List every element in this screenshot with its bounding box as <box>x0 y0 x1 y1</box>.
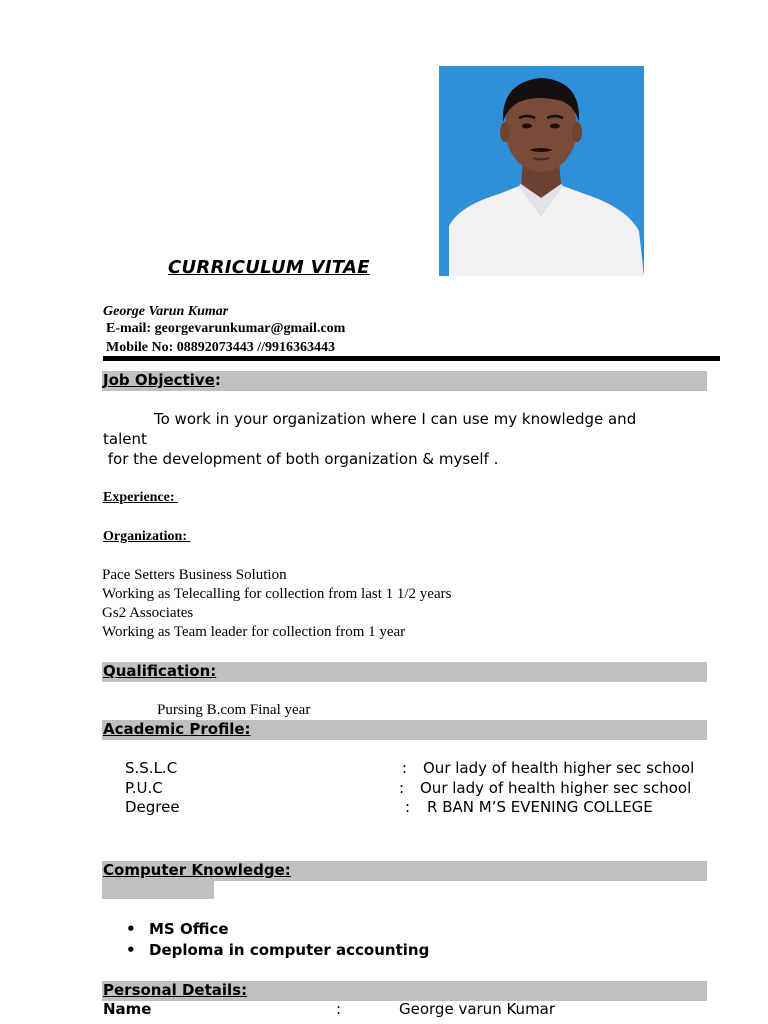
experience-line: Gs2 Associates <box>102 605 194 621</box>
experience-line: Pace Setters Business Solution <box>102 567 287 583</box>
experience-heading: Experience: <box>103 490 179 505</box>
profile-photo <box>439 66 644 276</box>
candidate-name: George Varun Kumar <box>103 304 229 319</box>
academic-value-degree: R BAN M’S EVENING COLLEGE <box>427 798 653 816</box>
academic-separator: : <box>399 779 405 797</box>
academic-heading: Academic Profile: <box>103 720 251 738</box>
email-line: E-mail: georgevarunkumar@gmail.com <box>106 321 346 336</box>
organization-heading: Organization: <box>103 529 191 544</box>
academic-label-sslc: S.S.L.C <box>125 759 178 777</box>
academic-value-sslc: Our lady of health higher sec school <box>423 759 695 777</box>
qualification-heading: Qualification: <box>103 662 217 680</box>
job-objective-heading-text: Job Objective <box>103 371 215 389</box>
person-portrait-icon <box>439 66 644 276</box>
document-title: CURRICULUM VITAE <box>168 257 370 278</box>
academic-label-degree: Degree <box>125 798 180 816</box>
computer-skill-item: MS Office <box>149 920 229 938</box>
academic-separator: : <box>405 798 411 816</box>
objective-line-3: for the development of both organization & myself . <box>103 450 499 468</box>
experience-line: Working as Telecalling for collection from last 1 1/2 years <box>102 586 452 602</box>
personal-name-separator: : <box>336 1000 342 1018</box>
mobile-line: Mobile No: 08892073443 //9916363443 <box>106 340 336 355</box>
personal-name-label: Name <box>103 1000 152 1018</box>
job-objective-heading-colon: : <box>214 371 221 389</box>
personal-name-value: George varun Kumar <box>399 1000 556 1018</box>
academic-label-puc: P.U.C <box>125 779 163 797</box>
qualification-text: Pursing B.com Final year <box>157 702 311 718</box>
computer-skill-item: Deploma in computer accounting <box>149 941 430 959</box>
bullet-icon: • <box>126 920 136 938</box>
experience-line: Working as Team leader for collection from 1 year <box>102 624 406 640</box>
job-objective-heading <box>103 371 221 389</box>
objective-line-1: To work in your organization where I can use my knowledge and <box>154 410 637 428</box>
personal-heading: Personal Details: <box>103 981 248 999</box>
header-divider <box>103 356 720 361</box>
objective-line-2: talent <box>103 430 147 448</box>
computer-heading: Computer Knowledge: <box>103 861 291 879</box>
computer-sub-band <box>102 881 214 899</box>
academic-value-puc: Our lady of health higher sec school <box>420 779 692 797</box>
bullet-icon: • <box>126 941 136 959</box>
academic-separator: : <box>402 759 408 777</box>
